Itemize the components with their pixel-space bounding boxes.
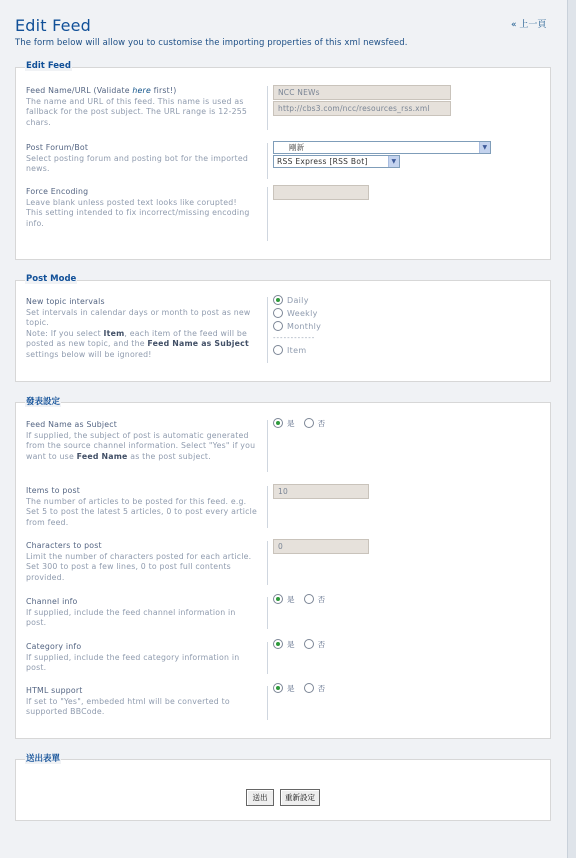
intervals-desc1: Set intervals in calendar days or month to post as new topic.	[26, 307, 251, 327]
channel-info-row	[26, 597, 546, 629]
radio-button[interactable]	[273, 308, 283, 318]
radio-yes[interactable]	[273, 639, 283, 649]
submit-button[interactable]: 送出	[246, 789, 274, 806]
chars-to-post-row	[26, 541, 546, 583]
interval-option-daily[interactable]: Daily	[273, 295, 309, 307]
interval-option-weekly[interactable]: Weekly	[273, 308, 318, 320]
forum-select[interactable]: 剛新 ▼	[273, 141, 491, 154]
chevron-down-icon[interactable]: ▼	[388, 156, 399, 167]
edit-feed-section	[15, 67, 551, 260]
feed-name-subject-radios[interactable]: 是 否	[273, 418, 331, 430]
radio-no[interactable]	[304, 683, 314, 693]
category-info-radios[interactable]: 是 否	[273, 639, 331, 651]
divider	[267, 642, 268, 674]
html-support-label: HTML support	[26, 686, 83, 695]
radio-yes[interactable]	[273, 683, 283, 693]
category-info-label: Category info	[26, 642, 82, 651]
radio-yes[interactable]	[273, 418, 283, 428]
intervals-row: New topic intervals Set intervals in calendar days or month to post as new topic. Note: If you select Item, each item of the feed will be posted as new topic, and the Feed Name as Subject settings below will be ignored! Daily Weekly Monthly ------------ Item	[26, 297, 546, 367]
channel-info-label: Channel info	[26, 597, 78, 606]
feed-name-subject-label: Feed Name as Subject	[26, 420, 118, 429]
edit-feed-legend: Edit Feed	[26, 61, 71, 71]
post-mode-section	[15, 280, 551, 382]
divider	[267, 297, 268, 363]
reset-button[interactable]: 重新設定	[280, 789, 320, 806]
radio-no[interactable]	[304, 594, 314, 604]
radio-no[interactable]	[304, 639, 314, 649]
channel-info-radios[interactable]: 是 否	[273, 594, 331, 606]
interval-separator: ------------	[273, 334, 316, 342]
feed-url-input[interactable]: http://cbs3.com/ncc/resources_rss.xml	[273, 101, 451, 116]
page-intro: The form below will allow you to customise the importing properties of this xml newsfeed.	[15, 38, 408, 48]
force-encoding-input[interactable]	[273, 185, 369, 200]
radio-yes[interactable]	[273, 594, 283, 604]
post-forum-label: Post Forum/Bot	[26, 143, 89, 152]
items-to-post-label: Items to post	[26, 486, 81, 495]
back-link[interactable]: « 上一頁	[511, 20, 547, 30]
items-to-post-row	[26, 486, 546, 528]
force-encoding-label: Force Encoding	[26, 187, 89, 196]
chars-to-post-desc: Limit the number of characters posted for each article. Set 300 to post a few lines, 0 to post full contents provided.	[26, 551, 252, 582]
radio-button[interactable]	[273, 295, 283, 305]
post-settings-legend: 發表設定	[26, 397, 61, 407]
post-forum-desc: Select posting forum and posting bot for the imported news.	[26, 153, 248, 173]
chars-to-post-label: Characters to post	[26, 541, 102, 550]
validate-link[interactable]: here	[132, 86, 151, 95]
submit-section	[15, 759, 551, 821]
radio-button[interactable]	[273, 345, 283, 355]
feed-name-label: Feed Name/URL (Validate here first!)	[26, 86, 177, 95]
force-encoding-desc2: This setting intended to fix incorrect/missing encoding info.	[26, 208, 250, 228]
bot-select[interactable]: RSS Express [RSS Bot] ▼	[273, 155, 400, 168]
items-to-post-input[interactable]: 10	[273, 484, 369, 499]
interval-option-monthly[interactable]: Monthly	[273, 321, 321, 333]
post-settings-section	[15, 402, 551, 739]
divider	[267, 86, 268, 130]
channel-info-desc: If supplied, include the feed channel information in post.	[26, 607, 236, 627]
force-encoding-desc1: Leave blank unless posted text looks like corupted!	[26, 197, 237, 207]
html-support-desc: If set to "Yes", embeded html will be converted to supported BBCode.	[26, 696, 230, 716]
page-title: Edit Feed	[15, 16, 92, 35]
items-to-post-desc: The number of articles to be posted for this feed. e.g. Set 5 to post the latest 5 articles, 0 to post every article from feed.	[26, 496, 257, 527]
interval-option-item[interactable]: Item	[273, 345, 306, 357]
feed-name-desc: The name and URL of this feed. This name is used as fallback for the post subject. The URL range is 12-255 chars.	[26, 96, 248, 127]
intervals-label: New topic intervals	[26, 297, 105, 306]
post-forum-row	[26, 143, 546, 179]
divider	[267, 541, 268, 585]
divider	[267, 686, 268, 720]
chevron-down-icon[interactable]: ▼	[479, 142, 490, 153]
scrollbar-track[interactable]	[568, 0, 576, 858]
chars-to-post-input[interactable]: 0	[273, 539, 369, 554]
html-support-radios[interactable]: 是 否	[273, 683, 331, 695]
feed-name-input[interactable]: NCC NEWs	[273, 85, 451, 100]
category-info-row	[26, 642, 546, 674]
divider	[267, 420, 268, 472]
radio-no[interactable]	[304, 418, 314, 428]
category-info-desc: If supplied, include the feed category information in post.	[26, 652, 240, 672]
force-encoding-row	[26, 187, 546, 243]
html-support-row	[26, 686, 546, 720]
feed-name-row	[26, 86, 546, 130]
feed-name-subject-row: Feed Name as Subject If supplied, the subject of post is automatic generated from the source channel information. Select "Yes" if you want to use Feed Name as the post subject. 是 否	[26, 420, 546, 474]
submit-legend: 送出表單	[26, 754, 61, 764]
divider	[267, 187, 268, 241]
divider	[267, 597, 268, 629]
post-mode-legend: Post Mode	[26, 274, 77, 284]
divider	[267, 486, 268, 528]
divider	[267, 143, 268, 179]
radio-button[interactable]	[273, 321, 283, 331]
